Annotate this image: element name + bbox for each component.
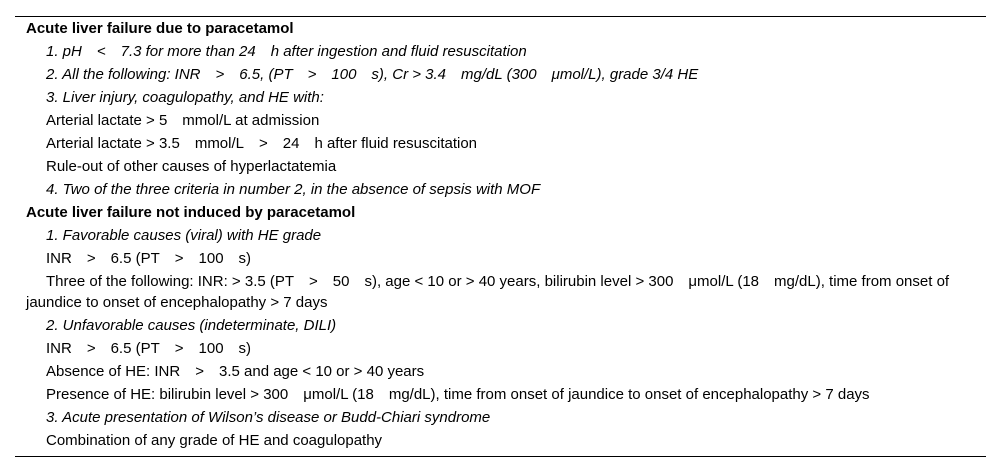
criterion-row: Presence of HE: bilirubin level > 300 μmol/L (18 mg/dL), time from onset of jaundice to onset of encephalopathy > 7 days [46, 386, 870, 403]
criterion-row: 3. Acute presentation of Wilson’s disease or Budd-Chiari syndrome [46, 409, 491, 426]
criterion-row: 1. Favorable causes (viral) with HE grade [46, 227, 322, 244]
criterion-row: 3. Liver injury, coagulopathy, and HE with: [46, 89, 324, 106]
criterion-row: Rule-out of other causes of hyperlactatemia [46, 158, 337, 175]
criterion-row: 2. All the following: INR > 6.5, (PT > 100 s), Cr > 3.4 mg/dL (300 μmol/L), grade 3/4 HE [46, 66, 699, 83]
criterion-row: Arterial lactate > 5 mmol/L at admission [46, 112, 320, 129]
criterion-row: Combination of any grade of HE and coagulopathy [46, 432, 383, 449]
section-heading-non-paracetamol: Acute liver failure not induced by paracetamol [26, 204, 356, 221]
criterion-row: INR > 6.5 (PT > 100 s) [46, 340, 252, 357]
criterion-row: Absence of HE: INR > 3.5 and age < 10 or > 40 years [46, 363, 425, 380]
criterion-row: Three of the following: INR: > 3.5 (PT > 50 s), age < 10 or > 40 years, bilirubin level > 300 μmol/L (18 mg/dL), time from onset of jaundice to onset of encephalopathy > 7 days [26, 273, 950, 311]
criterion-row: Arterial lactate > 3.5 mmol/L > 24 h after fluid resuscitation [46, 135, 478, 152]
criterion-row: 2. Unfavorable causes (indeterminate, DILI) [46, 317, 337, 334]
criterion-row: 4. Two of the three criteria in number 2, in the absence of sepsis with MOF [46, 181, 541, 198]
table-body [26, 17, 956, 452]
criterion-row: 1. pH < 7.3 for more than 24 h after ingestion and fluid resuscitation [46, 43, 527, 60]
table-bottom-rule [15, 456, 986, 457]
criterion-row: INR > 6.5 (PT > 100 s) [46, 250, 252, 267]
section-heading-paracetamol: Acute liver failure due to paracetamol [26, 20, 294, 37]
